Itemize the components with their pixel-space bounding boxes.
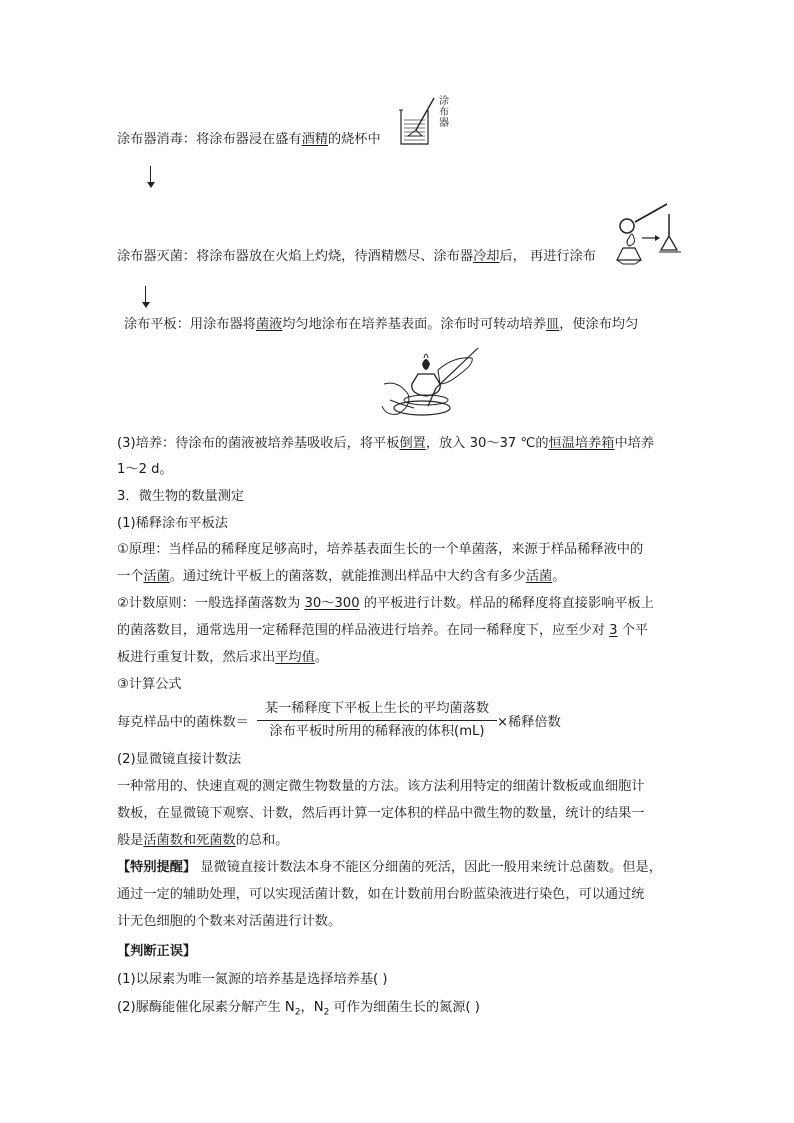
formula-lhs: 每克样品中的菌株数＝: [117, 715, 249, 730]
step-disinfect-text: 涂布器消毒：将涂布器浸在盛有: [117, 132, 302, 147]
judge-q1: (1)以尿素为唯一氮源的培养基是选择培养基( ): [117, 972, 388, 987]
underlined-live-dead: 活菌数和死菌数: [143, 833, 236, 848]
tip-line-3: 计无色细胞的个数来对活菌进行计数。: [117, 914, 342, 929]
underlined-invert: 倒置: [399, 436, 426, 451]
culture-text3: 中培养: [614, 436, 655, 451]
tip-line-2: 通过一定的辅助处理，可以实现活菌计数，如在计数前用台盼蓝染液进行染色，可以通过统: [117, 887, 645, 902]
principle-line-1: ①原理：当样品的稀释度足够高时，培养基表面生长的一个单菌落，来源于样品稀释液中的: [117, 542, 644, 557]
culture-text1: (3)培养：待涂布的菌液被培养基吸收后，将平板: [117, 436, 400, 451]
microscope-text3a: 般是: [117, 833, 144, 848]
label-char: 器: [439, 118, 449, 129]
principle-line-2: [117, 568, 565, 586]
principle-text3: 。通过统计平板上的菌落数，就能推测出样品中大约含有多少: [169, 569, 526, 584]
step-disinfect-text2: 的烧杯中: [328, 132, 381, 147]
formula-title: ③计算公式: [117, 677, 182, 692]
counting-text5: 板进行重复计数，然后求出: [117, 650, 276, 665]
underlined-three: 3: [609, 623, 618, 638]
beaker-figure: [398, 96, 438, 148]
microscope-desc-3: [117, 832, 288, 850]
formula-denominator: 涂布平板时所用的稀释液的体积(mL): [269, 724, 485, 739]
underlined-alcohol: 酒精: [301, 132, 328, 147]
plate-spreading-figure: [378, 344, 486, 422]
counting-text6: 。: [314, 650, 328, 665]
counting-line-1: [117, 595, 654, 613]
fraction-bar: [257, 720, 497, 721]
step-sterilize-line: [117, 248, 596, 266]
step-sterilize-text: 涂布器灭菌：将涂布器放在火焰上灼烧，待酒精燃尽、涂布器: [117, 249, 474, 264]
judge-q2b: ，N: [300, 1000, 324, 1015]
tip-line-1: [117, 859, 662, 877]
culture-text2: ，放入 30～37 ℃的: [425, 436, 549, 451]
formula-rhs: ×稀释倍数: [497, 715, 561, 730]
underlined-dish: 皿: [546, 317, 560, 332]
step-plate-line: [124, 316, 638, 334]
counting-line-3: [117, 649, 328, 667]
judge-label: 【判断正误】: [117, 944, 197, 959]
formula-numerator: 某一稀释度下平板上生长的平均菌落数: [264, 701, 490, 716]
microscope-method-heading: (2)显微镜直接计数法: [117, 752, 242, 767]
underlined-cool: 冷却: [473, 249, 500, 264]
step-plate-text1: 涂布平板：用涂布器将: [124, 317, 256, 332]
counting-text3: 的菌落数目，通常选用一定稀释范围的样品液进行培养。在同一稀释度下，应至少对: [117, 623, 610, 638]
step-sterilize-text2: 后， 再进行涂布: [499, 249, 596, 264]
counting-text2: 的平板进行计数。样品的稀释度将直接影响平板上: [359, 596, 654, 611]
label-char: 涂: [439, 96, 449, 107]
step-plate-text3: ，使涂布均匀: [559, 317, 639, 332]
culture-line-2: 1～2 d。: [117, 462, 173, 477]
step-disinfect-line: [117, 131, 381, 149]
formula-fraction: [257, 700, 497, 741]
flame-sterilize-figure: [615, 200, 687, 266]
underlined-live-bacteria: 活菌: [143, 569, 170, 584]
microscope-desc-2: 数板，在显微镜下观察、计数，然后再计算一定体积的样品中微生物的数量，统计的结果一: [117, 806, 645, 821]
counting-text1: ②计数原则：一般选择菌落数为: [117, 596, 305, 611]
microscope-desc-1: 一种常用的、快速直观的测定微生物数量的方法。该方法利用特定的细菌计数板或血细胞计: [117, 779, 645, 794]
dilution-method-heading: (1)稀释涂布平板法: [117, 516, 228, 531]
judge-q2: [117, 999, 480, 1022]
underlined-average: 平均值: [275, 650, 315, 665]
counting-line-2: [117, 622, 648, 640]
principle-text2: 一个: [117, 569, 144, 584]
principle-text4: 。: [552, 569, 566, 584]
label-char: 布: [439, 107, 449, 118]
spreader-label: [438, 96, 450, 129]
down-arrow-icon: [146, 166, 156, 188]
tip-text1: 显微镜直接计数法本身不能区分细菌的死活，因此一般用来统计总菌数。但是，: [196, 860, 662, 875]
section-3-heading: 3．微生物的数量测定: [117, 489, 245, 504]
underlined-live-bacteria-2: 活菌: [525, 569, 553, 584]
counting-text4: 个平: [617, 623, 649, 638]
underlined-bacteria-liquid: 菌液: [255, 317, 283, 332]
underlined-incubator: 恒温培养箱: [548, 436, 615, 451]
tip-label: 【特别提醒】: [117, 860, 197, 875]
microscope-text3b: 的总和。: [235, 833, 289, 848]
step-plate-text2: 均匀地涂布在培养基表面。涂布时可转动培养: [282, 317, 546, 332]
down-arrow-icon: [141, 286, 151, 308]
subscript: 2: [294, 1007, 301, 1018]
judge-q2a: (2)脲酶能催化尿素分解产生 N: [117, 1000, 295, 1015]
subscript: 2: [323, 1007, 330, 1018]
judge-q2c: 可作为细菌生长的氮源( ): [329, 1000, 480, 1015]
underlined-range: 30～300: [304, 596, 360, 611]
culture-line-1: [117, 435, 654, 453]
